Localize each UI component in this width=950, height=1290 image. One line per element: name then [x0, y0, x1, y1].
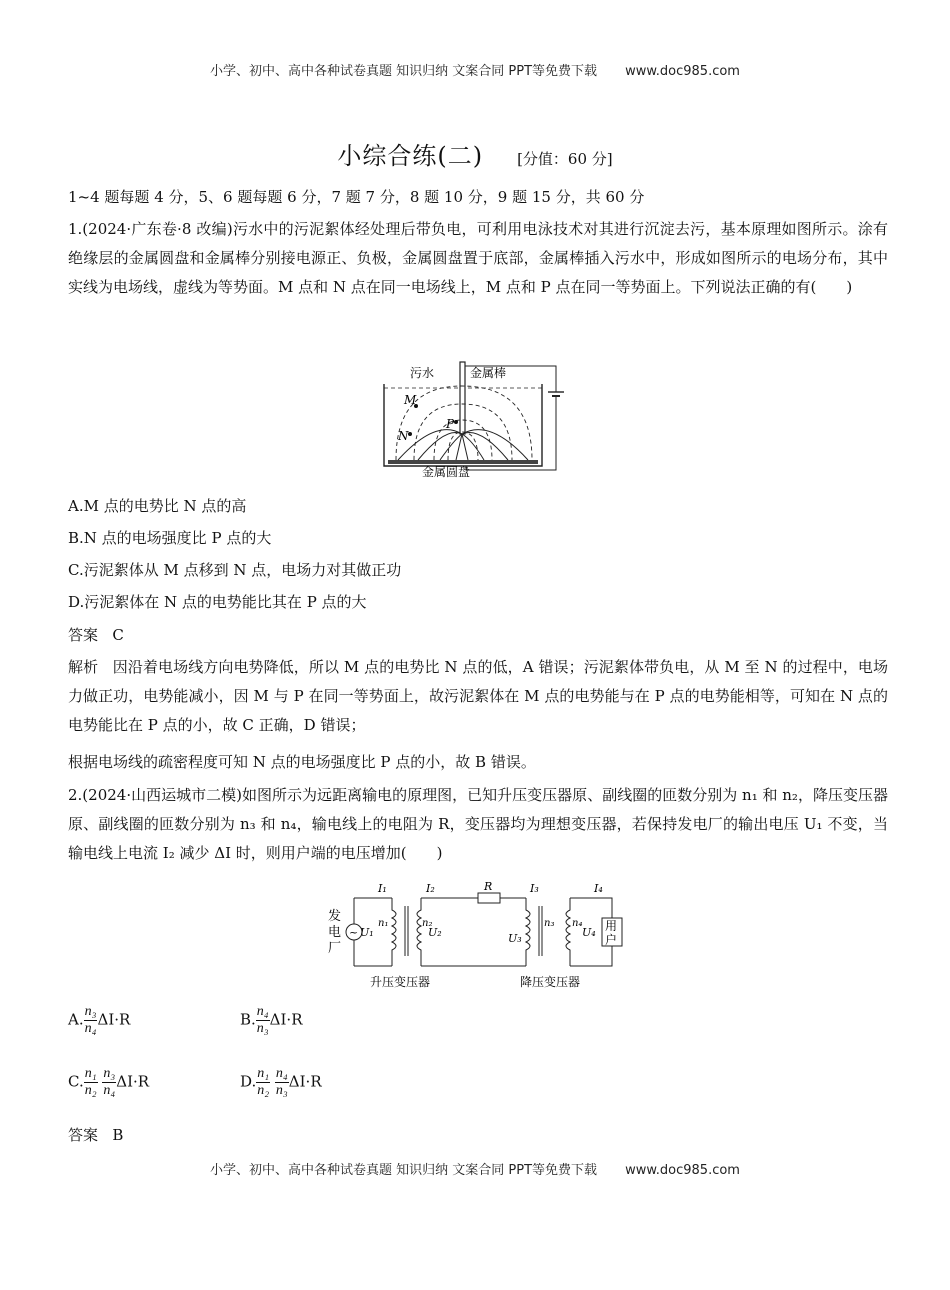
footer-site: www.doc985.com [625, 1163, 740, 1178]
q2-figure [326, 876, 626, 992]
q1-figure [376, 348, 576, 480]
q2-option-b-prefix: B. [240, 1010, 256, 1029]
q1-option-d: D.污泥絮体在 N 点的电势能比其在 P 点的大 [68, 593, 367, 611]
q2-option-c-tail: ΔI·R [116, 1072, 150, 1091]
q2-answer-label: 答案 [68, 1126, 99, 1144]
fraction-den: n₃ [275, 1083, 288, 1098]
fraction-num: n₃ [103, 1066, 116, 1081]
label-water: 污水 [410, 366, 435, 380]
header-site: www.doc985.com [625, 64, 740, 79]
turns-n4: n₄ [572, 918, 583, 929]
user-label-2: 户 [605, 933, 618, 947]
current-i1: I₁ [378, 882, 387, 895]
q2-option-b-tail: ΔI·R [269, 1010, 303, 1029]
fraction [256, 1004, 270, 1037]
fraction [275, 1066, 289, 1099]
point-m: M [404, 393, 417, 407]
page-header [0, 60, 950, 79]
fraction [84, 1004, 98, 1037]
q1-option-a: A.M 点的电势比 N 点的高 [68, 497, 247, 515]
q1-analysis-2: 根据电场线的疏密程度可知 N 点的电场强度比 P 点的小，故 B 错误。 [68, 753, 536, 771]
fraction [84, 1066, 98, 1099]
plant-label-3: 厂 [328, 941, 342, 956]
fraction-den: n₂ [84, 1083, 97, 1098]
turns-n1: n₁ [378, 918, 389, 929]
user-label-1: 用 [605, 919, 618, 933]
point-n: N [398, 429, 409, 443]
q1-answer-value: C [112, 626, 124, 644]
header-text: 小学、初中、高中各种试卷真题 知识归纳 文案合同 PPT等免费下载 [210, 64, 598, 79]
q2-option-c [68, 1066, 149, 1099]
resistor-label: R [484, 880, 493, 893]
page-title: 小综合练(二) [337, 142, 484, 170]
q2-answer [68, 1124, 888, 1146]
score-note: [分值：60 分] [517, 150, 613, 168]
scoring-line: 1~4 题每题 4 分，5、6 题每题 6 分，7 题 7 分，8 题 10 分，9 题 15 分，共 60 分 [68, 188, 645, 206]
turns-n2: n₂ [422, 918, 433, 929]
fraction-den: n₄ [103, 1083, 116, 1098]
label-disc: 金属圆盘 [422, 465, 471, 479]
footer-text: 小学、初中、高中各种试卷真题 知识归纳 文案合同 PPT等免费下载 [210, 1163, 598, 1178]
current-i2: I₂ [426, 882, 435, 895]
fraction-num: n₄ [275, 1066, 288, 1081]
q1-analysis-text: 因沿着电场线方向电势降低，所以 M 点的电势比 N 点的低，A 错误；污泥絮体带负电，从 M 至 N 的过程中，电场力做正功，电势能减小，因 M 与 P 在同一等势面上，故污泥絮体在 M 点的电势能与在 P 点的电势能相等，可知在 N 点的电势能比在 P 点的小，故 C 正确，D 错误； [68, 658, 889, 734]
svg-text:~: ~ [349, 926, 359, 939]
q1-analysis [68, 653, 888, 740]
q1-option-b: B.N 点的电场强度比 P 点的大 [68, 529, 272, 547]
resistor-r [478, 893, 500, 903]
fraction-den: n₄ [84, 1021, 97, 1036]
current-i3: I₃ [530, 882, 539, 895]
voltage-u3: U₃ [508, 932, 522, 945]
title-block [0, 136, 950, 171]
label-rod: 金属棒 [470, 366, 507, 380]
q1-answer [68, 624, 888, 646]
q2-option-d [240, 1066, 322, 1099]
plant-label-1: 发 [328, 909, 342, 924]
fraction-num: n₃ [84, 1004, 97, 1019]
voltage-u2: U₂ [428, 926, 442, 939]
voltage-u1: U₁ [360, 926, 374, 939]
q2-option-a-prefix: A. [68, 1010, 84, 1029]
q1-answer-label: 答案 [68, 626, 99, 644]
fraction-den: n₃ [256, 1021, 269, 1036]
q2-option-c-prefix: C. [68, 1072, 84, 1091]
q2-stem: 2.(2024·山西运城市二模)如图所示为远距离输电的原理图，已知升压变压器原、副线圈的匝数分别为 n₁ 和 n₂，降压变压器原、副线圈的匝数分别为 n₃ 和 n₄，输电线上的电阻为 R，变压器均为理想变压器，若保持发电厂的输出电压 U₁ 不变，当输电线上电流 I₂ 减少 ΔI 时，则用户端的电压增加( ) [68, 786, 888, 862]
q2-answer-value: B [112, 1126, 124, 1144]
page-footer [0, 1159, 950, 1178]
q1-option-c: C.污泥絮体从 M 点移到 N 点，电场力对其做正功 [68, 561, 402, 579]
step-up-label: 升压变压器 [370, 975, 431, 989]
fraction-den: n₂ [257, 1083, 270, 1098]
metal-disc [388, 460, 538, 464]
fraction-num: n₁ [257, 1066, 270, 1081]
turns-n3: n₃ [544, 918, 555, 929]
q2-option-b [240, 1004, 303, 1037]
q2-option-d-prefix: D. [240, 1072, 257, 1091]
q1-stem: 1.(2024·广东卷·8 改编)污水中的污泥絮体经处理后带负电，可利用电泳技术对其进行沉淀去污，基本原理如图所示。涂有绝缘层的金属圆盘和金属棒分别接电源正、负极，金属圆盘置于底部，金属棒插入污水中，形成如图所示的电场分布，其中实线为电场线，虚线为等势面。M 点和 N 点在同一电场线上，M 点和 P 点在同一等势面上。下列说法正确的有( ) [68, 220, 888, 296]
fraction-num: n₁ [84, 1066, 97, 1081]
q2-option-a [68, 1004, 130, 1037]
plant-label-2: 电 [328, 925, 342, 940]
step-down-label: 降压变压器 [520, 975, 581, 989]
current-i4: I₄ [594, 882, 603, 895]
q2-option-d-tail: ΔI·R [288, 1072, 322, 1091]
fraction [256, 1066, 270, 1099]
fraction-num: n₄ [256, 1004, 269, 1019]
fraction [102, 1066, 116, 1099]
q2-option-a-tail: ΔI·R [97, 1010, 131, 1029]
voltage-u4: U₄ [582, 926, 596, 939]
point-p: P [446, 417, 455, 431]
metal-rod [460, 362, 465, 434]
q1-analysis-label: 解析 [68, 658, 99, 676]
